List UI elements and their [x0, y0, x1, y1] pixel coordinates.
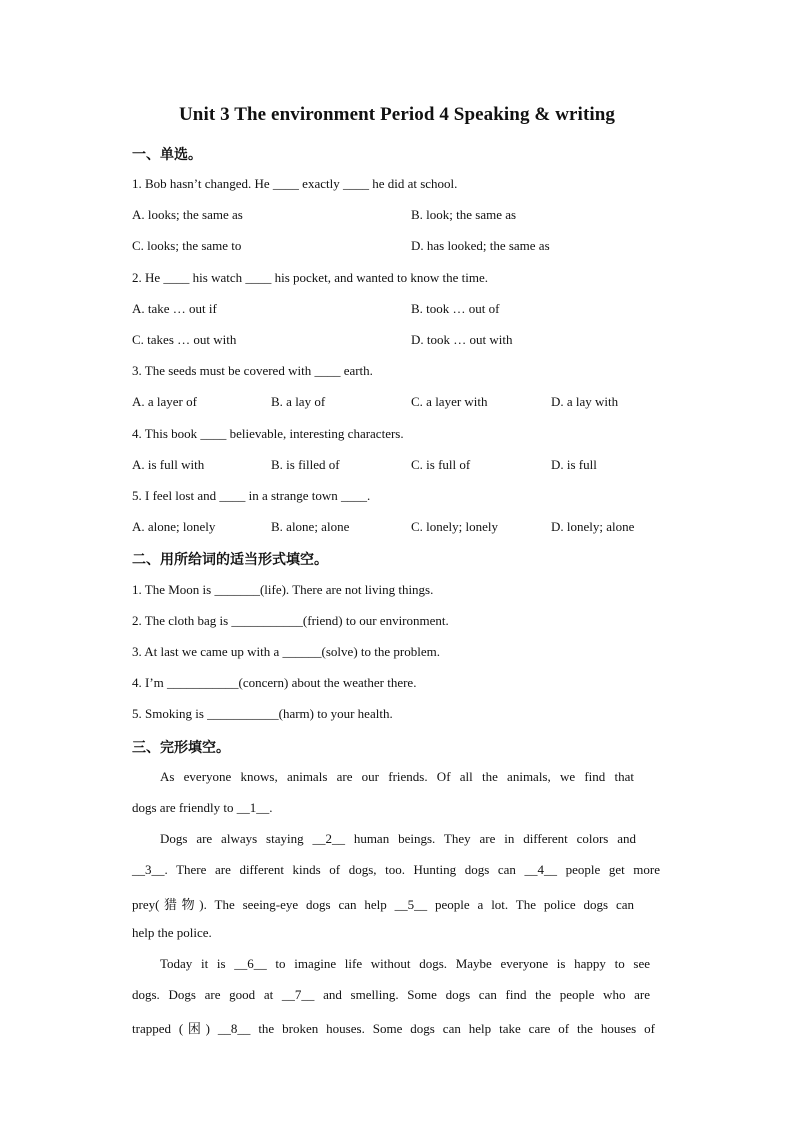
passage-line: trapped (困) __8__ the broken houses. Some dogs can help take care of the houses of	[132, 1021, 655, 1036]
option-a: A. looks; the same as	[132, 207, 243, 222]
option-b: B. a lay of	[271, 394, 326, 409]
fill-in-item: 1. The Moon is _______(life). There are not living things.	[132, 582, 434, 597]
fill-in-item: 4. I’m ___________(concern) about the weather there.	[132, 675, 417, 690]
question-stem: 1. Bob hasn’t changed. He ____ exactly ____ he did at school.	[132, 176, 458, 191]
option-c: C. looks; the same to	[132, 238, 242, 253]
option-a: A. take … out if	[132, 301, 217, 316]
option-a: A. is full with	[132, 457, 205, 472]
passage-line: dogs. Dogs are good at __7__ and smelling. Some dogs can find the people who are	[132, 987, 650, 1002]
question-stem: 3. The seeds must be covered with ____ earth.	[132, 363, 373, 378]
section-heading-cloze: 三、完形填空。	[132, 740, 230, 756]
fill-in-item: 5. Smoking is ___________(harm) to your health.	[132, 706, 393, 721]
section-heading-fill-in: 二、用所给词的适当形式填空。	[132, 552, 328, 568]
fill-in-item: 3. At last we came up with a ______(solve) to the problem.	[132, 644, 440, 659]
passage-line: dogs are friendly to __1__.	[132, 800, 273, 815]
passage-line: prey(猎物). The seeing-eye dogs can help __5__ people a lot. The police dogs can	[132, 897, 634, 912]
option-c: C. is full of	[411, 457, 471, 472]
passage-line: As everyone knows, animals are our friends. Of all the animals, we find that	[160, 769, 634, 784]
option-d: D. took … out with	[411, 332, 513, 347]
option-c: C. takes … out with	[132, 332, 237, 347]
option-c: C. lonely; lonely	[411, 519, 499, 534]
option-a: A. alone; lonely	[132, 519, 216, 534]
option-d: D. a lay with	[551, 394, 619, 409]
question-stem: 4. This book ____ believable, interesting characters.	[132, 426, 404, 441]
option-b: B. alone; alone	[271, 519, 350, 534]
question-stem: 5. I feel lost and ____ in a strange town ____.	[132, 488, 371, 503]
passage-line: help the police.	[132, 925, 212, 940]
option-b: B. look; the same as	[411, 207, 517, 222]
section-heading-single-choice: 一、单选。	[132, 147, 202, 163]
passage-line: Today it is __6__ to imagine life without dogs. Maybe everyone is happy to see	[160, 956, 650, 971]
fill-in-item: 2. The cloth bag is ___________(friend) to our environment.	[132, 613, 449, 628]
option-c: C. a layer with	[411, 394, 488, 409]
option-d: D. is full	[551, 457, 597, 472]
question-stem: 2. He ____ his watch ____ his pocket, and wanted to know the time.	[132, 270, 488, 285]
option-b: B. is filled of	[271, 457, 340, 472]
option-d: D. has looked; the same as	[411, 238, 550, 253]
option-b: B. took … out of	[411, 301, 500, 316]
passage-line: Dogs are always staying __2__ human beings. They are in different colors and	[160, 831, 636, 846]
option-d: D. lonely; alone	[551, 519, 635, 534]
passage-line: __3__. There are different kinds of dogs, too. Hunting dogs can __4__ people get more	[132, 862, 660, 877]
option-a: A. a layer of	[132, 394, 197, 409]
page-title: Unit 3 The environment Period 4 Speaking & writing	[178, 104, 616, 125]
